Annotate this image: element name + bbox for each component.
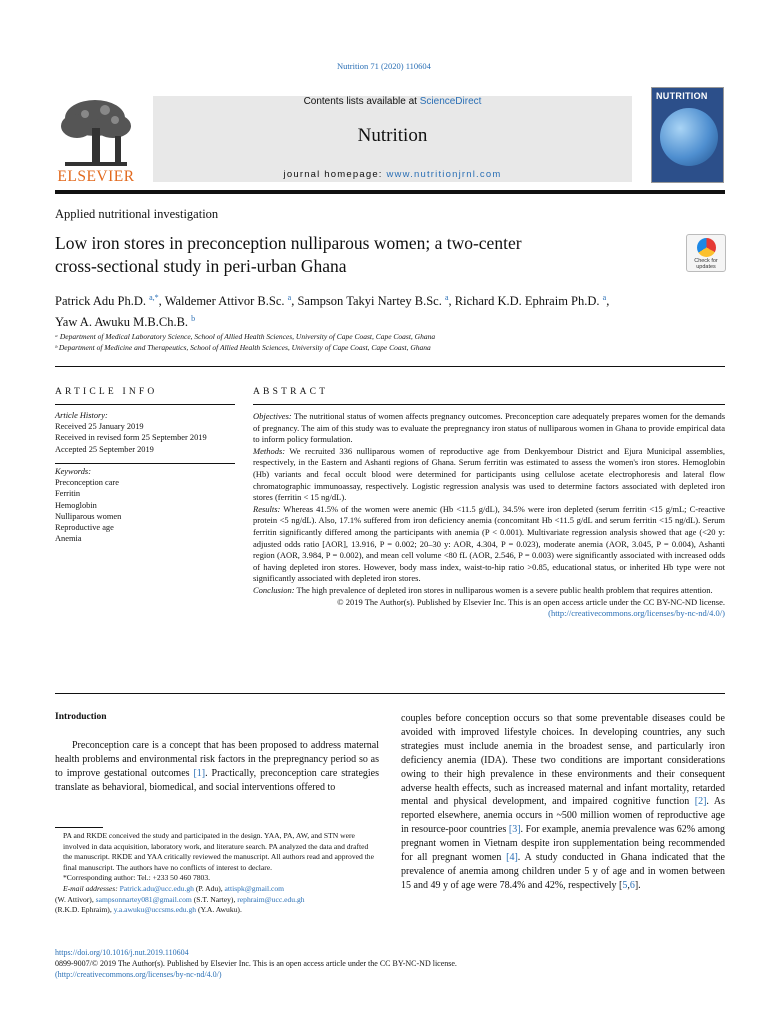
email-label: E-mail addresses: [63, 883, 118, 893]
intro-text: . A study conducted in Ghana indicated that the prevalence of anemia among children under 5 y of age and in women between 15 and 49 y of age were 78.4% and 42%, respectively [ [401, 852, 725, 891]
intro-left-column [55, 739, 379, 795]
abstract-conclusion [253, 585, 725, 597]
abstract-heading: ABSTRACT [253, 387, 329, 397]
author-separator: , [448, 294, 455, 309]
abstract-rule [253, 404, 725, 405]
contents-prefix: Contents lists available at [303, 96, 420, 107]
author-separator: , [606, 294, 610, 309]
intro-right-column [401, 712, 725, 893]
title-line-1: Low iron stores in preconception nulliparous women; a two-center [55, 233, 522, 253]
article-title [55, 232, 675, 278]
check-for-updates-button[interactable] [686, 234, 726, 272]
keyword: Preconception care [55, 478, 119, 488]
introduction-heading: Introduction [55, 712, 107, 722]
bookmark-icon [697, 238, 716, 257]
email-addresses-cont [55, 895, 379, 906]
reference-link[interactable]: 5 [622, 879, 628, 891]
reference-link[interactable]: 6 [629, 879, 635, 891]
keywords-rule [55, 463, 235, 464]
footnotes [55, 831, 379, 916]
cover-title: NUTRITION [656, 91, 708, 101]
email-link[interactable]: attispk@gmail.com [224, 883, 285, 893]
email-owner: (W. Attivor), [55, 894, 96, 904]
email-link[interactable]: sampsonnartey081@gmail.com [95, 894, 192, 904]
intro-text: couples before conception occurs so that some preventable diseases could be avoided with improved lifestyle choices. In developing countries, any such strategies must include anemia in the broadest sense, and particularly iron deficiency anemia (IDA). These two conditions are important considerations owing to their high prevalence in these environments and their consequent adverse health effects, such as increased maternal and infant mortality, retarded mental and physical development, and impaired cognitive function [401, 713, 725, 808]
author-affiliation-link[interactable]: b [191, 314, 196, 324]
globe-icon [660, 108, 718, 166]
intro-text: . For example, anemia prevalence was 62% among pregnant women in Vietnam despite iron supplementation being recommended for all pregnant women [401, 824, 725, 864]
intro-text: Preconception care is a concept that has been proposed to address maternal health problems and environmental risk factors in the prepregnancy period so as to improve gestational outcomes [55, 740, 379, 779]
results-text: Whereas 41.5% of the women were anemic (Hb <11.5 g/dL), 34.5% were iron depleted (serum ferritin <15 g/mL; C-reactive protein <5 ng/dL). Also, 17.1% suffered from iron deficiency anemia (concomitant Hb <11.5 g/dL and serum ferritin <15 ng/dL). Serum ferritin significantly differed among the participants with anemia (P < 0.001). Multivariate regression analysis showed that age (<20 y: adjusted odds ratio [AOR], 13.916, P = 0.002; 20–30 y: AOR, 4.304, P = 0.023), moderate anemia (AOR, 3.045, P = 0.004), Ashanti region (AOR, 3.984, P = 0.002), and mean cell volume <80 fL (AOR, 2.546, P = 0.003) were significantly associated with increased odds of having depleted iron stores. However, body mass index, waist-to-hip ratio >0.85, educational status, or inherited Hb type were not significantly associated with depleted iron stores. [253, 503, 725, 584]
keyword: Anemia [55, 534, 82, 544]
objectives-text: The nutritional status of women affects pregnancy outcomes. Preconception care adequately prepares women for the demands of pregnancy. The aim of this study was to evaluate the prepregnancy iron status of nulliparous women in Ghana to provide empirical data to inform policy formulation. [253, 411, 725, 445]
conclusion-text: The high prevalence of depleted iron stores in nulliparous women is a severe public health problem that requires attention. [294, 584, 713, 595]
keyword: Reproductive age [55, 523, 114, 533]
email-addresses [55, 884, 379, 895]
email-owner: (P. Adu), [193, 883, 225, 893]
corresponding-author: *Corresponding author: Tel.: +233 50 460 7803. [63, 873, 211, 883]
author-name: Yaw A. Awuku M.B.Ch.B. [55, 315, 189, 330]
intro-text: ]. [634, 879, 641, 891]
methods-text: We recruited 336 nulliparous women of reproductive age from Denkyembour District and Ejura Municipal assemblies, respectively, in the Eastern and Ashanti regions of Ghana. Serum ferritin was estimated to assess the women's iron stores. Hemoglobin (Hb) variants and fecal occult blood were determined for participants using cellulose acetate electrophoresis and lateral flow chromatographic immunoassay, respectively. Logistic regression analysis was used to determine factors associated with depleted iron stores (ferritin < 15 ng/dL). [253, 445, 725, 503]
article-info-rule [55, 404, 235, 405]
journal-citation[interactable]: Nutrition 71 (2020) 110604 [337, 61, 431, 71]
history-label: Article History: [55, 411, 108, 420]
results-label: Results: [253, 503, 281, 514]
email-link[interactable]: y.a.awuku@uccsms.edu.gh [113, 905, 197, 915]
abstract-methods [253, 446, 725, 504]
journal-cover-image[interactable] [651, 87, 724, 183]
footnote-rule [55, 827, 103, 828]
email-owner: (R.K.D. Ephraim), [55, 905, 114, 915]
affiliation-rule [55, 366, 725, 367]
keyword: Nulliparous women [55, 511, 122, 521]
abstract-objectives [253, 411, 725, 446]
reference-link[interactable]: [3] [508, 824, 521, 836]
journal-name: Nutrition [357, 125, 428, 146]
issn-line: 0899-9007/© 2019 The Author(s). Published by Elsevier Inc. This is an open access article under the CC BY-NC-ND license. [55, 959, 457, 968]
header-rule [55, 190, 725, 194]
author-name: Patrick Adu Ph.D. [55, 294, 146, 309]
article-section: Applied nutritional investigation [55, 207, 219, 221]
homepage-link[interactable]: www.nutritionjrnl.com [386, 169, 502, 180]
author-separator: , [291, 294, 298, 309]
abstract-license-link [253, 608, 725, 620]
reference-link[interactable]: [1] [193, 767, 206, 779]
publisher-name: ELSEVIER [57, 168, 135, 185]
contents-line [153, 96, 632, 107]
doi-link[interactable]: https://doi.org/10.1016/j.nut.2019.110604 [55, 948, 189, 957]
affiliation-b: ᵇ Department of Medicine and Therapeutics, School of Allied Health Sciences, University of Cape Coast, Cape Coast, Ghana [55, 343, 431, 352]
reference-link[interactable]: [4] [506, 852, 518, 864]
abstract-body [253, 411, 725, 620]
intro-text: . As reported elsewhere, anemia occurs in ~500 million women of reproductive age in resource-poor countries [401, 796, 725, 836]
email-owner: (S.T. Nartey), [191, 894, 238, 904]
author-name: Richard K.D. Ephraim Ph.D. [454, 294, 600, 309]
author-name: Sampson Takyi Nartey B.Sc. [297, 294, 442, 309]
keyword: Ferritin [55, 489, 81, 499]
reference-separator: , [627, 879, 630, 891]
keyword: Hemoglobin [55, 500, 97, 510]
history-accepted: Accepted 25 September 2019 [55, 444, 154, 454]
reference-link[interactable]: [2] [694, 796, 707, 808]
email-addresses-cont [55, 905, 379, 916]
sciencedirect-link[interactable]: ScienceDirect [419, 96, 482, 107]
history-received: Received 25 January 2019 [55, 422, 144, 432]
page-footer [55, 947, 655, 980]
history-revised: Received in revised form 25 September 2019 [55, 433, 207, 443]
journal-homepage [153, 169, 632, 180]
email-link[interactable]: rephraim@ucc.edu.gh [237, 894, 305, 904]
keywords-block [55, 466, 235, 544]
footer-license-link[interactable]: (http://creativecommons.org/licenses/by-nc-nd/4.0/) [55, 970, 222, 979]
keywords-label: Keywords: [55, 467, 91, 476]
contribution-note: PA and RKDE conceived the study and participated in the design. YAA, PA, AW, and STN were involved in data acquisition, laboratory work, and literature search. PA analyzed the data and drafted the manuscript. RKDE and YAA critically reviewed the manuscript. All authors read and approved the final manuscript. The authors have no conflicts of interest to declare. [63, 831, 374, 872]
check-updates-label: Check for updates [694, 258, 718, 270]
article-history [55, 410, 235, 455]
author-list [55, 289, 735, 331]
license-link[interactable]: (http://creativecommons.org/licenses/by-nc-nd/4.0/) [548, 608, 725, 619]
homepage-prefix: journal homepage: [283, 169, 387, 180]
abstract-results [253, 504, 725, 585]
objectives-label: Objectives: [253, 411, 292, 421]
author-name: Waldemer Attivor B.Sc. [164, 294, 285, 309]
affiliation-a: ᵃ Department of Medical Laboratory Science, School of Allied Health Sciences, University of Cape Coast, Cape Coast, Ghana [55, 332, 436, 341]
author-affiliation-link[interactable]: a [287, 293, 292, 302]
email-link[interactable]: Patrick.adu@ucc.edu.gh [119, 883, 194, 893]
author-affiliation-link[interactable]: a [602, 293, 607, 302]
email-owner: (Y.A. Awuku). [196, 905, 242, 915]
abstract-end-rule [55, 693, 725, 694]
author-affiliation-link[interactable]: a,* [149, 293, 159, 302]
title-line-2: cross-sectional study in peri-urban Ghana [55, 256, 347, 276]
article-info-heading: ARTICLE INFO [55, 387, 158, 397]
conclusion-label: Conclusion: [253, 584, 295, 595]
intro-text: . Practically, preconception care strategies translate as behavioral, biomedical, and social interventions offered to [55, 767, 379, 793]
methods-label: Methods: [253, 445, 286, 456]
author-affiliation-link[interactable]: a [444, 293, 449, 302]
abstract-copyright: © 2019 The Author(s). Published by Elsevier Inc. This is an open access article under the CC BY-NC-ND license. [337, 596, 725, 607]
author-separator: , [158, 294, 165, 309]
